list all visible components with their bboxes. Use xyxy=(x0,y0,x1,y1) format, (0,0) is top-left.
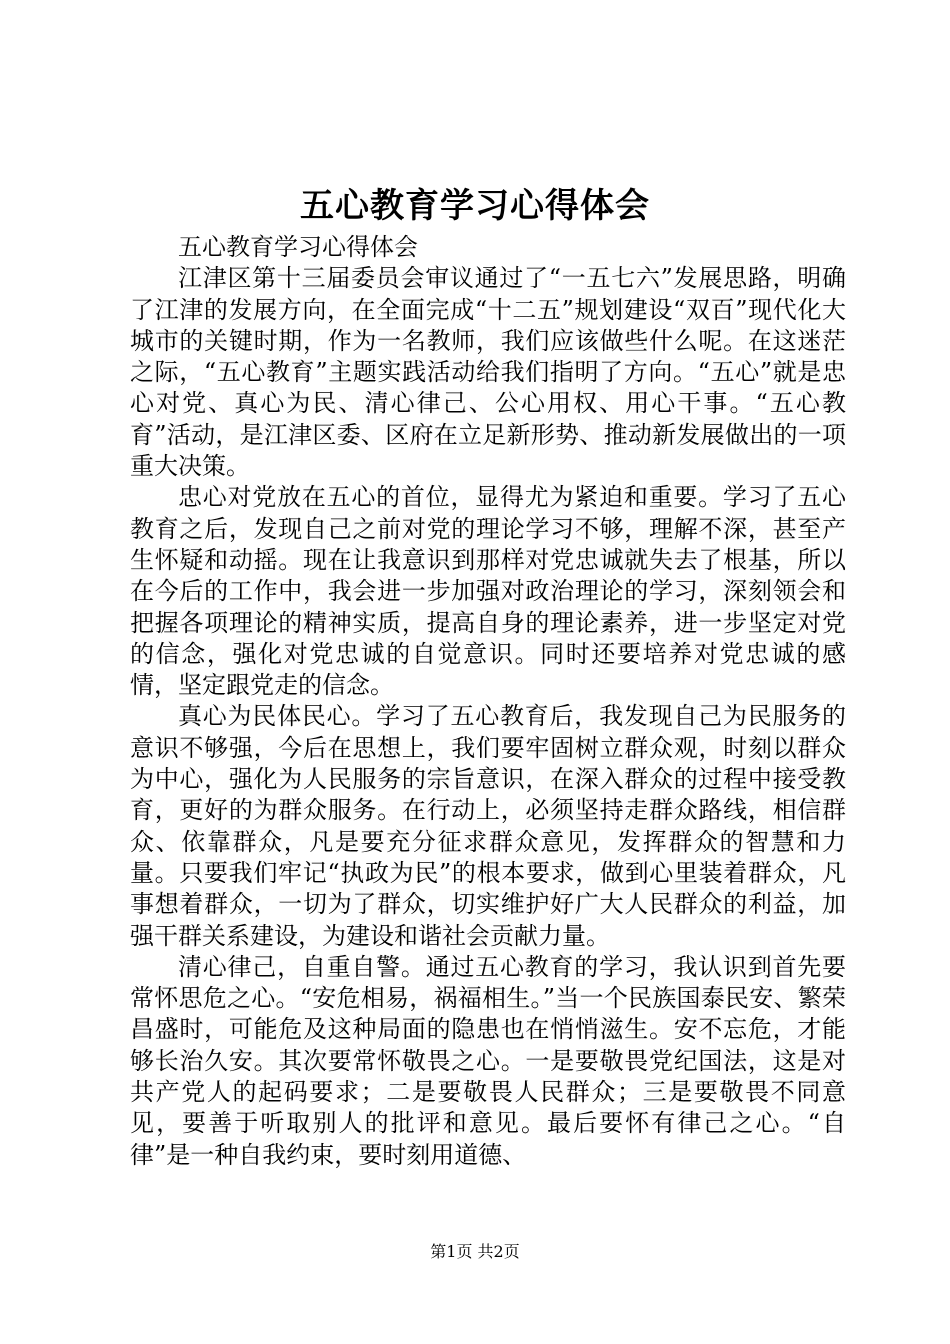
paragraph-serve-people: 真心为民体民心。学习了五心教育后，我发现自己为民服务的意识不够强，今后在思想上，我们要牢固树立群众观，时刻以群众为中心，强化为人民服务的宗旨意识，在深入群众的过程中接受教育，更好的为群众服务。在行动上，必须坚持走群众路线，相信群众、依靠群众，凡是要充分征求群众意见，发挥群众的智慧和力量。只要我们牢记“执政为民”的根本要求，做到心里装着群众，凡事想着群众，一切为了群众，切实维护好广大人民群众的利益，加强干群关系建设，为建设和谐社会贡献力量。 xyxy=(130,702,846,950)
paragraph-subtitle: 五心教育学习心得体会 xyxy=(178,233,418,261)
page-footer: 第1页 共2页 xyxy=(430,1242,520,1261)
paragraph-self-discipline: 清心律己，自重自警。通过五心教育的学习，我认识到首先要常怀思危之心。“安危相易，祸福相生。”当一个民族国泰民安、繁荣昌盛时，可能危及这种局面的隐患也在悄悄滋生。安不忘危，才能够长治久安。其次要常怀敬畏之心。一是要敬畏党纪国法，这是对共产党人的起码要求；二是要敬畏人民群众；三是要敬畏不同意见，要善于听取别人的批评和意见。最后要怀有律己之心。“自律”是一种自我约束，要时刻用道德、 xyxy=(130,952,846,1169)
document-body xyxy=(130,232,846,1171)
paragraph-loyalty: 忠心对党放在五心的首位，显得尤为紧迫和重要。学习了五心教育之后，发现自己之前对党的理论学习不够，理解不深，甚至产生怀疑和动摇。现在让我意识到那样对党忠诚就失去了根基，所以在今后的工作中，我会进一步加强对政治理论的学习，深刻领会和把握各项理论的精神实质，提高自身的理论素养，进一步坚定对党的信念，强化对党忠诚的自觉意识。同时还要培养对党忠诚的感情，坚定跟党走的信念。 xyxy=(130,483,846,700)
paragraph-intro: 江津区第十三届委员会审议通过了“一五七六”发展思路，明确了江津的发展方向，在全面完成“十二五”规划建设“双百”现代化大城市的关键时期，作为一名教师，我们应该做些什么呢。在这迷茫之际，“五心教育”主题实践活动给我们指明了方向。“五心”就是忠心对党、真心为民、清心律己、公心用权、用心干事。“五心教育”活动，是江津区委、区府在立足新形势、推动新发展做出的一项重大决策。 xyxy=(130,264,846,481)
document-title: 五心教育学习心得体会 xyxy=(300,186,650,226)
